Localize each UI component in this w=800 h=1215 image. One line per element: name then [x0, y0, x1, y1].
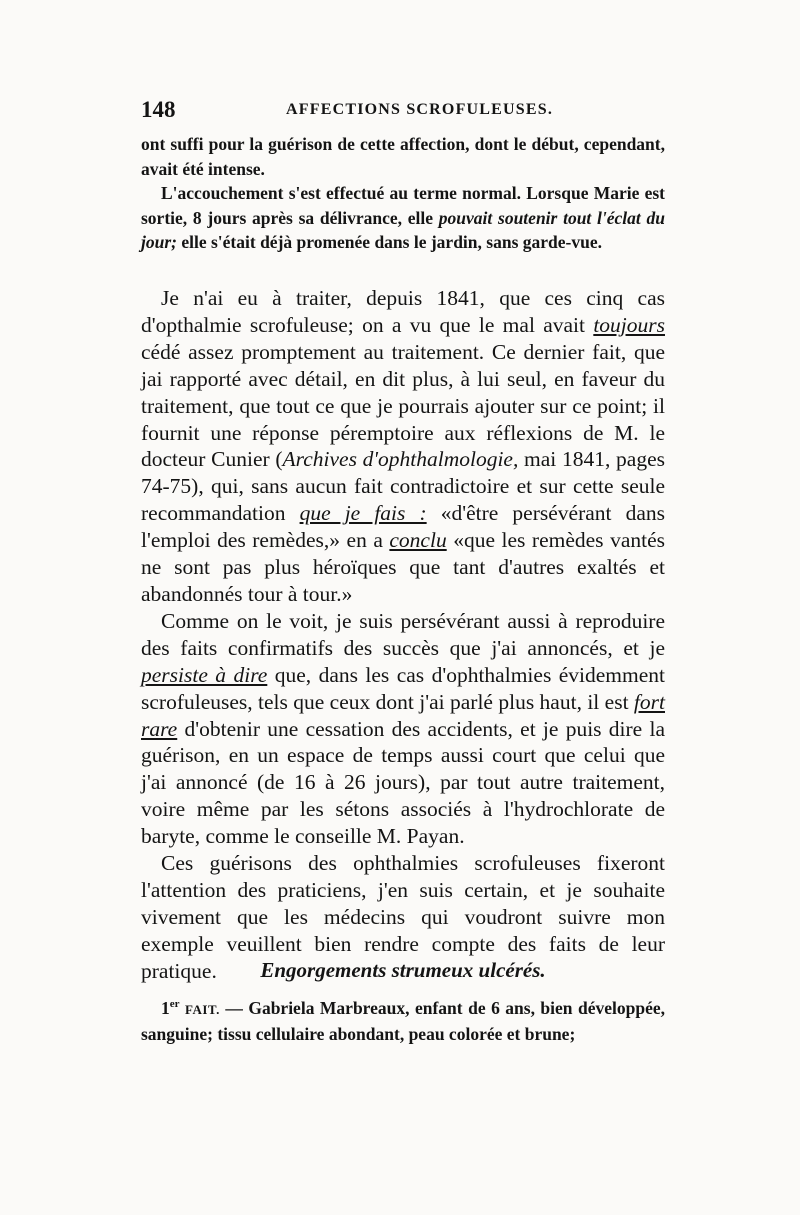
- case-paragraph: 1er FAIT. — Gabriela Marbreaux, enfant de 6 ans, bien développée, sanguine; tissu cellulaire abondant, peau colorée et brune;: [141, 997, 666, 1044]
- section-heading: Engorgements strumeux ulcérés.: [260, 958, 546, 982]
- main-text: [141, 285, 665, 985]
- paragraph-continuation: ont suffi pour la guérison de cette affection, dont le début, cependant, avait été intense.: [141, 134, 665, 179]
- emphasis-persiste: persiste à dire: [141, 662, 268, 687]
- emphasis-que-je-fais: que je fais :: [299, 501, 427, 526]
- emphasis-toujours: toujours: [593, 312, 665, 337]
- emphasis-fort-rare: fort rare: [141, 689, 665, 741]
- page-header: [141, 97, 661, 127]
- citation-archives: Archives d'ophthalmologie,: [282, 447, 519, 472]
- emphasis-conclu: conclu: [389, 528, 447, 553]
- paragraph-comme-on-le-voit: Comme on le voit, je suis persévérant aussi à reproduire des faits confirmatifs des succès que j'ai annoncés, et je persiste à dire que, dans les cas d'ophthalmies évidemment scrofuleuses, tels que ceux dont j'ai parlé plus haut, il est fort rare d'obtenir une cessation des accidents, et je puis dire la guérison, en un espace de temps aussi court que celui que j'ai annoncé (de 16 à 26 jours), par tout autre traitement, voire même par les sétons associés à l'hydrochlorate de baryte, comme le conseille M. Payan.: [141, 608, 665, 849]
- paragraph-cinq-cas: Je n'ai eu à traiter, depuis 1841, que ces cinq cas d'opthalmie scrofuleuse; on a vu que le mal avait toujours cédé assez promptement au traitement. Ce dernier fait, que jai rapporté avec détail, en dit plus, à lui seul, en faveur du traitement, que tout ce que je pourrais ajouter sur ce point; il fournit une réponse péremptoire aux réflexions de M. le docteur Cunier (Archives d'ophthalmologie, mai 1841, pages 74-75), qui, sans aucun fait contradictoire et sur cette seule recommandation que je fais : «d'être persévérant dans l'emploi des remèdes,» en a conclu «que les remèdes vantés ne sont pas plus héroïques que tant d'autres exaltés et abandonnés tour à tour.»: [141, 286, 665, 606]
- page-number: 148: [141, 97, 176, 122]
- paragraph-guerisons: Ces guérisons des ophthalmies scrofuleuses fixeront l'attention des praticiens, j'en suis certain, et je souhaite vivement que les médecins qui voudront suivre mon exemple veuillent bien rendre compte des faits de leur pratique.: [141, 851, 665, 983]
- top-section: [141, 132, 665, 255]
- paragraph-accouchement: L'accouchement s'est effectué au terme normal. Lorsque Marie est sortie, 8 jours après sa délivrance, elle pouvait soutenir tout l'éclat du jour; elle s'était déjà promenée dans le jardin, sans garde-vue.: [141, 183, 665, 252]
- italic-phrase: pouvait soutenir tout l'éclat du jour;: [141, 207, 665, 252]
- case-label: FAIT.: [185, 1001, 220, 1017]
- case-entry: [141, 992, 665, 1047]
- running-title: AFFECTIONS SCROFULEUSES.: [286, 101, 554, 118]
